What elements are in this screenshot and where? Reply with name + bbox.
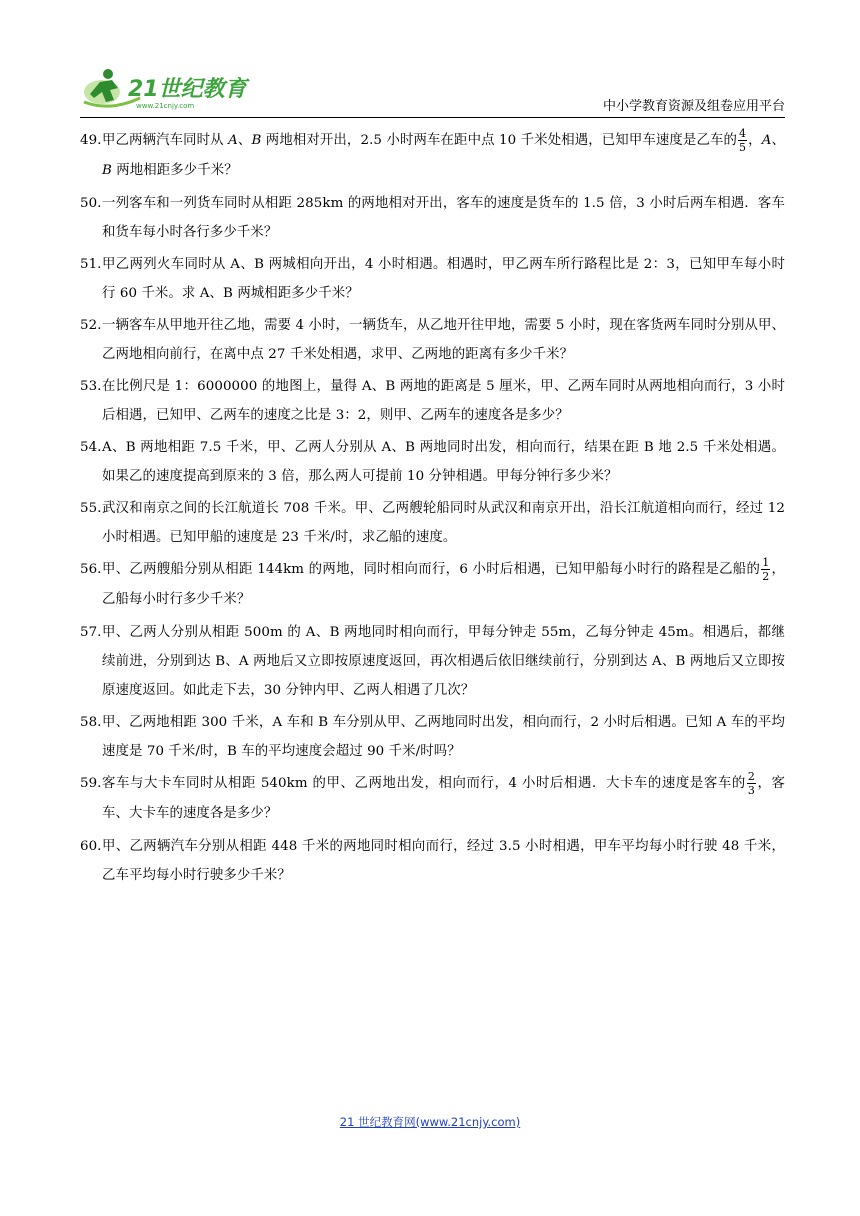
- question-list: [80, 126, 785, 893]
- question-text: 甲、乙两地相距 300 千米，A 车和 B 车分别从甲、乙两地同时出发，相向而行，2 小时后相遇。已知 A 车的平均速度是 70 千米/时，B 车的平均速度会超过 90 千米/时吗？: [102, 715, 785, 759]
- question-text: 一辆客车从甲地开往乙地，需要 4 小时，一辆货车，从乙地开往甲地，需要 5 小时，现在客货两车同时分别从甲、乙两地相向前行，在离中点 27 千米处相遇，求甲、乙两地的距离有多少千米？: [102, 318, 785, 362]
- question-number: 49．: [80, 133, 111, 148]
- question-number: 54．: [80, 440, 111, 455]
- page-header: [80, 62, 785, 118]
- question-50: [80, 189, 785, 247]
- svg-text:www.21cnjy.com: www.21cnjy.com: [136, 102, 195, 110]
- question-59: 59． 客车与大卡车同时从相距 540km 的甲、乙两地出发，相向而行，4 小时后相遇．大卡车的速度是客车的 $\frac{2}{3}$ ，客车、大卡车的速度各是多少？: [80, 770, 786, 821]
- logo-21cnjy[interactable]: [80, 62, 280, 116]
- fraction: $\frac{4}{5}$: [739, 127, 747, 154]
- question-text: 在比例尺是 1：6000000 的地图上，量得 A、B 两地的距离是 5 厘米，甲、乙两车同时从两地相向而行，3 小时后相遇，已知甲、乙两车的速度之比是 3：2，则甲、乙两车的速度各是多少？: [102, 379, 785, 423]
- footer-link[interactable]: 21 世纪教育网(www.21cnjy.com): [339, 1115, 521, 1129]
- question-number: 60．: [80, 839, 111, 854]
- question-51: [80, 250, 785, 308]
- question-number: 52．: [80, 318, 111, 333]
- platform-title: 中小学教育资源及组卷应用平台: [602, 99, 785, 114]
- header-divider: [80, 117, 785, 118]
- question-number: 58．: [80, 715, 111, 730]
- page-footer: [0, 1114, 860, 1130]
- question-number: 59．: [80, 776, 111, 791]
- question-53: [80, 372, 785, 430]
- question-number: 51．: [80, 257, 111, 272]
- question-text: 甲、乙两辆汽车分别从相距 448 千米的两地同时相向而行，经过 3.5 小时相遇，甲车平均每小时行驶 48 千米，乙车平均每小时行驶多少千米？: [102, 839, 785, 883]
- question-52: [80, 311, 785, 369]
- question-number: 55．: [80, 501, 111, 516]
- question-60: [80, 832, 785, 890]
- question-58: [80, 708, 785, 766]
- question-number: 57．: [80, 625, 111, 640]
- question-57: [80, 618, 785, 705]
- question-text: 一列客车和一列货车同时从相距 285km 的两地相对开出，客车的速度是货车的 1.5 倍，3 小时后两车相遇．客车和货车每小时各行多少千米？: [102, 196, 785, 240]
- question-text: 武汉和南京之间的长江航道长 708 千米。甲、乙两艘轮船同时从武汉和南京开出，沿长江航道相向而行，经过 12 小时相遇。已知甲船的速度是 23 千米/时，求乙船的速度。: [102, 501, 785, 545]
- question-number: 50．: [80, 196, 111, 211]
- svg-text:21世纪教育: 21世纪教育: [128, 77, 247, 102]
- question-text: 甲乙两列火车同时从 A、B 两城相向开出，4 小时相遇。相遇时，甲乙两车所行路程比是 2：3，已知甲车每小时行 60 千米。求 A、B 两城相距多少千米？: [102, 257, 785, 301]
- question-54: [80, 433, 785, 491]
- question-55: [80, 494, 785, 552]
- question-number: 53．: [80, 379, 111, 394]
- runner-logo-icon: [80, 62, 280, 116]
- fraction: $\frac{1}{2}$: [762, 556, 770, 583]
- question-number: 56．: [80, 562, 111, 577]
- question-49: 49． 甲乙两辆汽车同时从 A、B 两地相对开出，2.5 小时两车在距中点 10 千米处相遇，已知甲车速度是乙车的 $\frac{4}{5}$ ，A、B 两地相距多少千米？: [80, 127, 785, 178]
- question-56: 56． 甲、乙两艘船分别从相距 144km 的两地，同时相向而行，6 小时后相遇，已知甲船每小时行的路程是乙船的 $\frac{1}{2}$ ，乙船每小时行多少千米？: [80, 556, 785, 607]
- fraction: $\frac{2}{3}$: [747, 770, 756, 797]
- question-text: A、B 两地相距 7.5 千米，甲、乙两人分别从 A、B 两地同时出发，相向而行，结果在距 B 地 2.5 千米处相遇。如果乙的速度提高到原来的 3 倍，那么两人可提前 10 分钟相遇。甲每分钟行多少米？: [102, 440, 785, 484]
- question-text: 甲、乙两人分别从相距 500m 的 A、B 两地同时相向而行，甲每分钟走 55m，乙每分钟走 45m。相遇后，都继续前进，分别到达 B、A 两地后又立即按原速度返回，再次相遇后依旧继续前行，分别到达 A、B 两地后又立即按原速度返回。如此走下去，30 分钟内甲、乙两人相遇了几次？: [102, 625, 785, 698]
